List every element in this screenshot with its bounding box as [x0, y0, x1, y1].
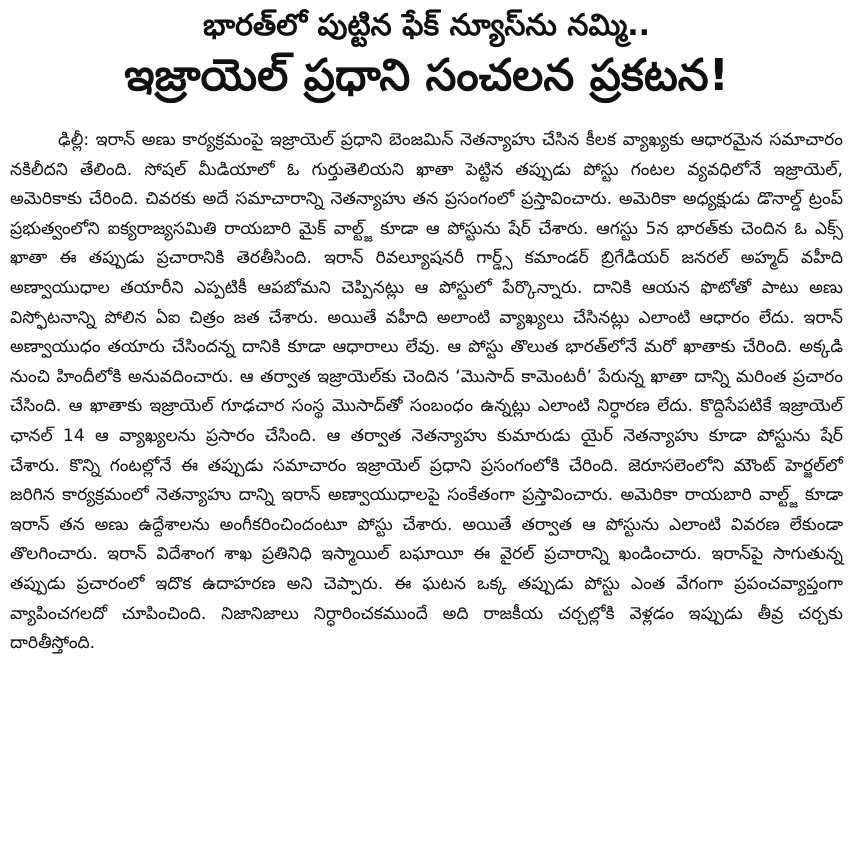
headline-title: ఇజ్రాయెల్ ప్రధాని సంచలన ప్రకటన! [124, 50, 729, 101]
article-body-container [0, 126, 853, 659]
article-header [0, 0, 853, 104]
article-body: ఢిల్లీ: ఇరాన్ అణు కార్యక్రమంపై ఇజ్రాయెల్ ప్రధాని బెంజమిన్ నెతన్యాహు చేసిన కీలక వ్యాఖ్యకు ఆధారమైన సమాచారం నకిలీదని తేలింది. సోషల్ మీడియాలో ఓ గుర్తుతెలియని ఖాతా పెట్టిన తప్పుడు పోస్టు గంటల వ్యవధిలోనే ఇజ్రాయెల్, అమెరికాకు చేరింది. చివరకు అదే సమాచారాన్ని నెతన్యాహు తన ప్రసంగంలో ప్రస్తావించారు. అమెరికా అధ్యక్షుడు డొనాల్డ్ ట్రంప్ ప్రభుత్వంలోని ఐక్యరాజ్యసమితి రాయబారి మైక్ వాల్ట్జ్ కూడా ఆ పోస్టును షేర్ చేశారు. ఆగస్టు 5న భారత్‌కు చెందిన ఓ ఎక్స్ ఖాతా ఈ తప్పుడు ప్రచారానికి తెరతీసింది. ఇరాన్ రివల్యూషనరీ గార్డ్స్ కమాండర్ బ్రిగేడియర్ జనరల్ అహ్మద్ వహీది అణ్వాయుధాల తయారీని ఎప్పటికీ ఆపబోమని చెప్పినట్లు ఆ పోస్టులో పేర్కొన్నారు. దానికి ఆయన ఫొటోతో పాటు అణు విస్ఫోటనాన్ని పోలిన ఏఐ చిత్రం జత చేశారు. అయితే వహీది అలాంటి వ్యాఖ్యలు చేసినట్లు ఎలాంటి ఆధారం లేదు. ఇరాన్ అణ్వాయుధం తయారు చేసిందన్న దానికి కూడా ఆధారాలు లేవు. ఆ పోస్టు తొలుత భారత్‌లోనే మరో ఖాతాకు చేరింది. అక్కడి నుంచి హిందీలోకి అనువదించారు. ఆ తర్వాత ఇజ్రాయెల్‌కు చెందిన ‘మొసాద్ కామెంటరీ’ పేరున్న ఖాతా దాన్ని మరింత ప్రచారం చేసింది. ఆ ఖాతాకు ఇజ్రాయెల్ గూఢచార సంస్థ మొసాద్‌తో సంబంధం ఉన్నట్లు ఎలాంటి నిర్ధారణ లేదు. కొద్దిసేపటికే ఇజ్రాయెల్ ఛానల్ 14 ఆ వ్యాఖ్యలను ప్రసారం చేసింది. ఆ తర్వాత నెతన్యాహు కుమారుడు యైర్ నెతన్యాహు కూడా పోస్టును షేర్ చేశారు. కొన్ని గంటల్లోనే ఈ తప్పుడు సమాచారం ఇజ్రాయెల్ ప్రధాని ప్రసంగంలోకి చేరింది. జెరూసలెంలోని మౌంట్ హెర్జల్‌లో జరిగిన కార్యక్రమంలో నెతన్యాహు దాన్ని ఇరాన్ అణ్వాయుధాలపై సంకేతంగా ప్రస్తావించారు. అమెరికా రాయబారి వాల్ట్జ్ కూడా ఇరాన్ తన అణు ఉద్దేశాలను అంగీకరించిందంటూ పోస్టు చేశారు. అయితే తర్వాత ఆ పోస్టును ఎలాంటి వివరణ లేకుండా తొలగించారు. ఇరాన్ విదేశాంగ శాఖ ప్రతినిధి ఇస్మాయిల్ బఘాయీ ఈ వైరల్ ప్రచారాన్ని ఖండించారు. ఇరాన్‌పై సాగుతున్న తప్పుడు ప్రచారంలో ఇదొక ఉదాహరణ అని చెప్పారు. ఈ ఘటన ఒక్క తప్పుడు పోస్టు ఎంత వేగంగా ప్రపంచవ్యాప్తంగా వ్యాపించగలదో చూపించింది. నిజానిజాలు నిర్ధారించకముందే అది రాజకీయ చర్చల్లోకి వెళ్లడం ఇప్పుడు తీవ్ర చర్చకు దారితీస్తోంది. [10, 130, 843, 654]
headline-kicker: భారత్‌లో పుట్టిన ఫేక్ న్యూస్‌ను నమ్మి.. [202, 8, 651, 43]
